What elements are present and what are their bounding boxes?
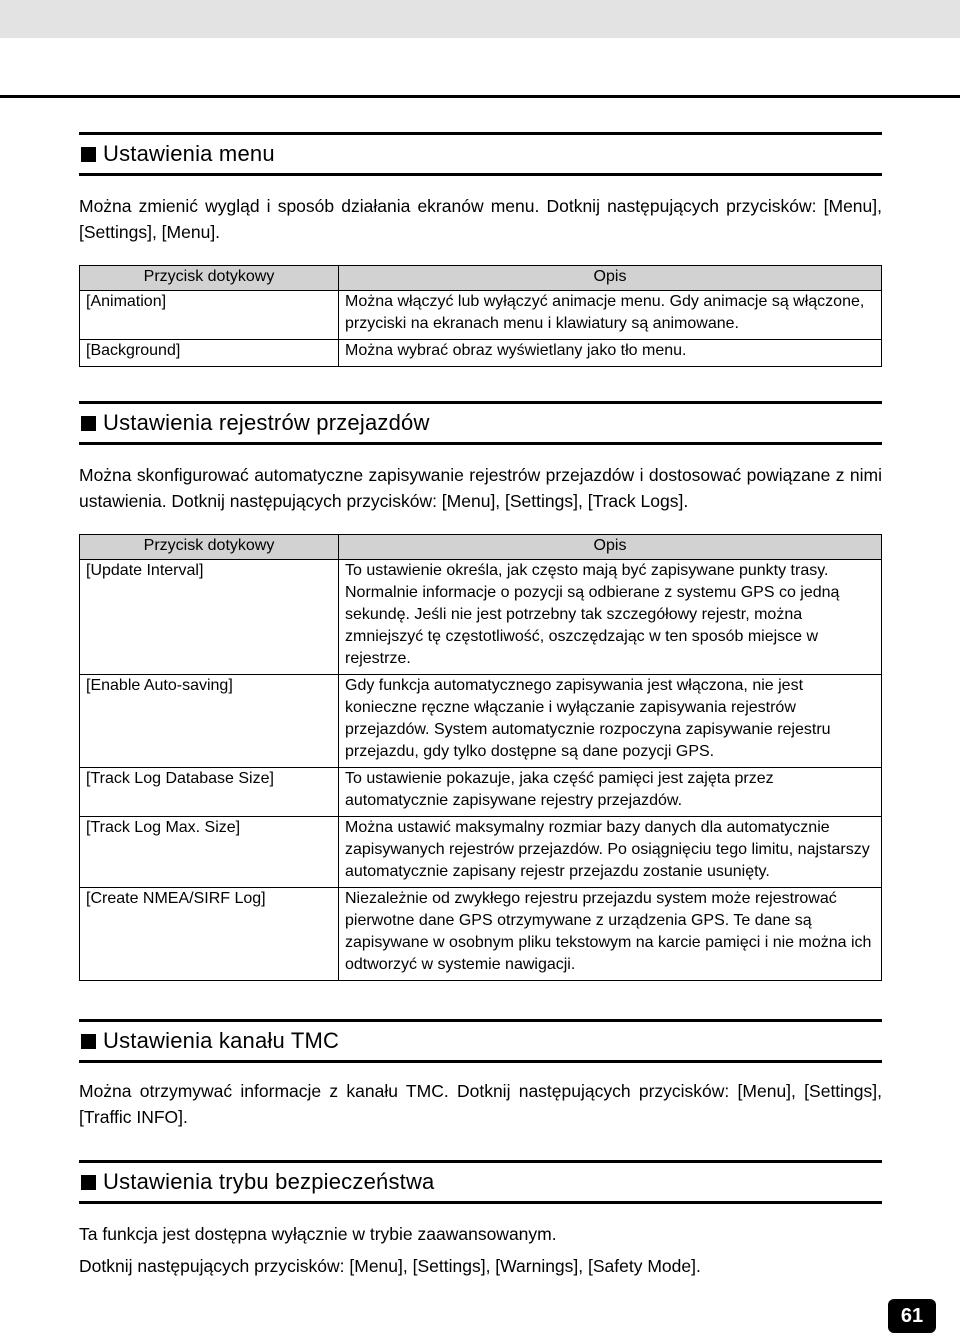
page-content bbox=[79, 128, 882, 1279]
table-cell-button: [Create NMEA/SIRF Log] bbox=[80, 888, 339, 981]
table-cell-button: [Background] bbox=[80, 340, 339, 367]
section-heading-menu bbox=[79, 132, 882, 176]
section-paragraph: Ta funkcja jest dostępna wyłącznie w trybie zaawansowanym. bbox=[79, 1224, 557, 1244]
square-bullet-icon bbox=[81, 147, 96, 162]
buttons-table bbox=[79, 534, 882, 981]
section-title: Ustawienia menu bbox=[103, 141, 275, 166]
section-heading-safety-mode bbox=[79, 1160, 882, 1204]
section-paragraph: Można otrzymywać informacje z kanału TMC. Dotknij następujących przycisków: [Menu], [Settings], [Traffic INFO]. bbox=[79, 1081, 882, 1127]
table-row bbox=[80, 340, 882, 367]
table-cell-description: To ustawienie pokazuje, jaka część pamięci jest zajęta przez automatycznie zapisywane rejestry przejazdów. bbox=[339, 768, 882, 817]
table-cell-button: [Enable Auto-saving] bbox=[80, 675, 339, 768]
header-band bbox=[0, 0, 960, 38]
buttons-table bbox=[79, 265, 882, 367]
section-title: Ustawienia rejestrów przejazdów bbox=[103, 410, 430, 435]
column-header: Przycisk dotykowy bbox=[80, 266, 339, 291]
table-row bbox=[80, 560, 882, 675]
table-row bbox=[80, 291, 882, 340]
table-cell-description: Gdy funkcja automatycznego zapisywania jest włączona, nie jest konieczne ręczne włączanie i wyłączanie zapisywania rejestrów przejazdów. System automatycznie rozpoczyna zapisywanie rejestru przejazdu, gdy tylko dostępne są dane pozycji GPS. bbox=[339, 675, 882, 768]
column-header: Opis bbox=[339, 266, 882, 291]
page-number-badge: 61 bbox=[888, 1299, 936, 1333]
table-cell-button: [Track Log Max. Size] bbox=[80, 817, 339, 888]
section-paragraph: Dotknij następujących przycisków: [Menu], [Settings], [Warnings], [Safety Mode]. bbox=[79, 1256, 701, 1276]
table-cell-description: Można wybrać obraz wyświetlany jako tło menu. bbox=[339, 340, 882, 367]
table-cell-button: [Update Interval] bbox=[80, 560, 339, 675]
square-bullet-icon bbox=[81, 416, 96, 431]
table-cell-button: [Track Log Database Size] bbox=[80, 768, 339, 817]
square-bullet-icon bbox=[81, 1175, 96, 1190]
table-header-row bbox=[80, 266, 882, 291]
table-cell-description: Można włączyć lub wyłączyć animacje menu. Gdy animacje są włączone, przyciski na ekranach menu i klawiatury są animowane. bbox=[339, 291, 882, 340]
table-row bbox=[80, 817, 882, 888]
table-cell-description: Można ustawić maksymalny rozmiar bazy danych dla automatycznie zapisywanych rejestrów przejazdów. Po osiągnięciu tego limitu, najstarszy automatycznie zapisany rejestr przejazdu zostanie usunięty. bbox=[339, 817, 882, 888]
section-heading-track-logs bbox=[79, 401, 882, 445]
table-cell-description: Niezależnie od zwykłego rejestru przejazdu system może rejestrować pierwotne dane GPS otrzymywane z urządzenia GPS. Te dane są zapisywane w osobnym pliku tekstowym na karcie pamięci i nie można ich odtworzyć w systemie nawigacji. bbox=[339, 888, 882, 981]
table-cell-description: To ustawienie określa, jak często mają być zapisywane punkty trasy. Normalnie informacje o pozycji są odbierane z systemu GPS co jedną sekundę. Jeśli nie jest potrzebny tak szczegółowy rejestr, można zmniejszyć tę częstotliwość, oszczędzając w ten sposób miejsce w rejestrze. bbox=[339, 560, 882, 675]
section-title: Ustawienia kanału TMC bbox=[103, 1028, 340, 1053]
section-heading-tmc bbox=[79, 1019, 882, 1063]
square-bullet-icon bbox=[81, 1034, 96, 1049]
table-cell-button: [Animation] bbox=[80, 291, 339, 340]
table-row bbox=[80, 888, 882, 981]
section-paragraph: Można zmienić wygląd i sposób działania ekranów menu. Dotknij następujących przycisków: [Menu], [Settings], [Menu]. bbox=[79, 196, 882, 242]
column-header: Opis bbox=[339, 535, 882, 560]
table-row bbox=[80, 675, 882, 768]
section-paragraph: Można skonfigurować automatyczne zapisywanie rejestrów przejazdów i dostosować powiązane z nimi ustawienia. Dotknij następujących przycisków: [Menu], [Settings], [Track Logs]. bbox=[79, 465, 882, 511]
header-rule bbox=[0, 95, 960, 98]
column-header: Przycisk dotykowy bbox=[80, 535, 339, 560]
table-row bbox=[80, 768, 882, 817]
table-header-row bbox=[80, 535, 882, 560]
section-title: Ustawienia trybu bezpieczeństwa bbox=[103, 1169, 435, 1194]
